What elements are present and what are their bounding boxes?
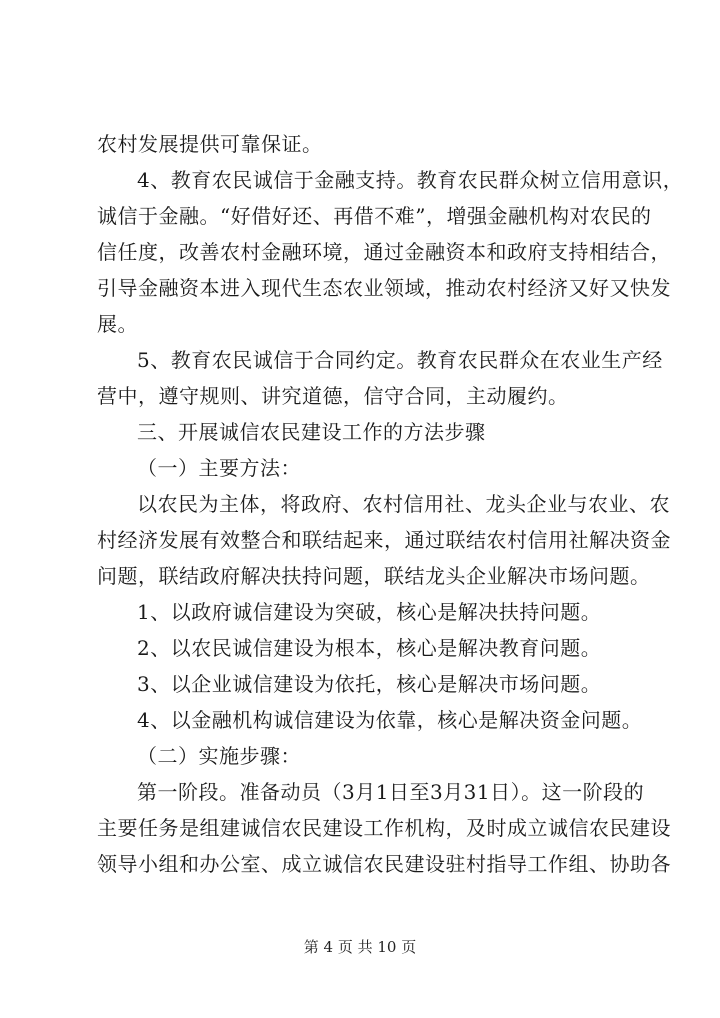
text-line: 领导小组和办公室、成立诚信农民建设驻村指导工作组、协助各 <box>97 852 671 876</box>
list-item: 3、以企业诚信建设为依托，核心是解决市场问题。 <box>137 672 602 696</box>
text-line: 主要任务是组建诚信农民建设工作机构，及时成立诚信农民建设 <box>97 816 671 840</box>
subsection-heading: （二）实施步骤： <box>137 744 301 768</box>
list-item: 4、以金融机构诚信建设为依靠，核心是解决资金问题。 <box>137 708 643 732</box>
document-body <box>97 130 684 886</box>
text-line: 引导金融资本进入现代生态农业领域，推动农村经济又好又快发 <box>97 276 671 300</box>
list-item: 2、以农民诚信建设为根本，核心是解决教育问题。 <box>137 636 602 660</box>
text-line: 5、教育农民诚信于合同约定。教育农民群众在农业生产经 <box>137 348 663 372</box>
text-line: 问题，联结政府解决扶持问题，联结龙头企业解决市场问题。 <box>97 564 651 588</box>
text-line: 第一阶段。准备动员（3月1日至3月31日）。这一阶段的 <box>137 780 645 804</box>
text-line: 农村发展提供可靠保证。 <box>97 132 323 156</box>
text-line: 营中，遵守规则、讲究道德，信守合同，主动履约。 <box>97 384 569 408</box>
text-line: 4、教育农民诚信于金融支持。教育农民群众树立信用意识， <box>137 168 684 192</box>
text-line: 信任度，改善农村金融环境，通过金融资本和政府支持相结合， <box>97 240 671 264</box>
text-line: 以农民为主体，将政府、农村信用社、龙头企业与农业、农 <box>137 492 670 516</box>
section-heading: 三、开展诚信农民建设工作的方法步骤 <box>137 420 486 444</box>
text-line: 村经济发展有效整合和联结起来，通过联结农村信用社解决资金 <box>97 528 671 552</box>
text-line: 诚信于金融。“好借好还、再借不难”，增强金融机构对农民的 <box>97 204 652 228</box>
subsection-heading: （一）主要方法： <box>137 456 301 480</box>
text-line: 展。 <box>97 312 138 336</box>
list-item: 1、以政府诚信建设为突破，核心是解决扶持问题。 <box>137 600 602 624</box>
page-footer: 第 4 页 共 10 页 <box>303 938 417 956</box>
